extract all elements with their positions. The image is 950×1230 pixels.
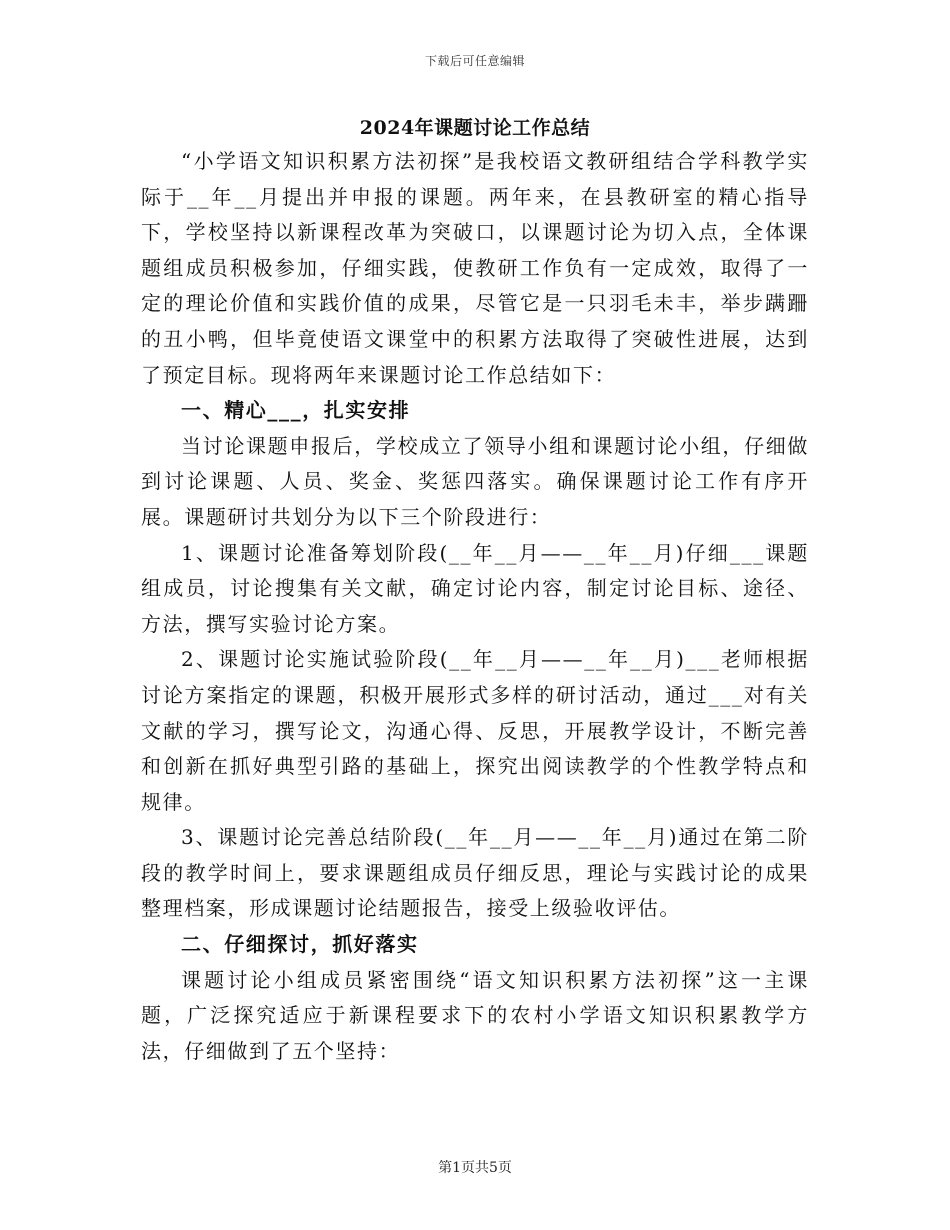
paragraph-stage-1: 1、课题讨论准备筹划阶段(__年__月——__年__月)仔细___课题组成员，讨论搜集有关文献，确定讨论内容，制定讨论目标、途径、方法，撰写实验讨论方案。 xyxy=(141,540,809,636)
document-body xyxy=(141,144,809,1069)
section-heading-1: 一、精心___，扎实安排 xyxy=(181,398,411,423)
paragraph-section1-intro: 当讨论课题申报后，学校成立了领导小组和课题讨论小组，仔细做到讨论课题、人员、奖金、奖惩四落实。确保课题讨论工作有序开展。课题研讨共划分为以下三个阶段进行： xyxy=(141,433,809,529)
paragraph-intro: “小学语文知识积累方法初探”是我校语文教研组结合学科教学实际于__年__月提出并申报的课题。两年来，在县教研室的精心指导下，学校坚持以新课程改革为突破口，以课题讨论为切入点，全体课题组成员积极参加，仔细实践，使教研工作负有一定成效，取得了一定的理论价值和实践价值的成果，尽管它是一只羽毛未丰，举步蹒跚的丑小鸭，但毕竟使语文课堂中的积累方法取得了突破性进展，达到了预定目标。现将两年来课题讨论工作总结如下： xyxy=(141,149,809,387)
paragraph-stage-2: 2、课题讨论实施试验阶段(__年__月——__年__月)___老师根据讨论方案指定的课题，积极开展形式多样的研讨活动，通过___对有关文献的学习，撰写论文，沟通心得、反思，开展教学设计，不断完善和创新在抓好典型引路的基础上，探究出阅读教学的个性教学特点和规律。 xyxy=(141,647,809,814)
paragraph-section2-intro: 课题讨论小组成员紧密围绕“语文知识积累方法初探”这一主课题，广泛探究适应于新课程要求下的农村小学语文知识积累教学方法，仔细做到了五个坚持： xyxy=(141,967,809,1063)
page-number: 第1页共5页 xyxy=(438,1160,512,1176)
paragraph-stage-3: 3、课题讨论完善总结阶段(__年__月——__年__月)通过在第二阶段的教学时间上，要求课题组成员仔细反思，理论与实践讨论的成果整理档案，形成课题讨论结题报告，接受上级验收评估。 xyxy=(141,825,809,921)
document-title: 2024年课题讨论工作总结 xyxy=(359,117,591,139)
page-header-note: 下载后可任意编辑 xyxy=(424,54,525,68)
section-heading-2: 二、仔细探讨，抓好落实 xyxy=(181,932,419,957)
